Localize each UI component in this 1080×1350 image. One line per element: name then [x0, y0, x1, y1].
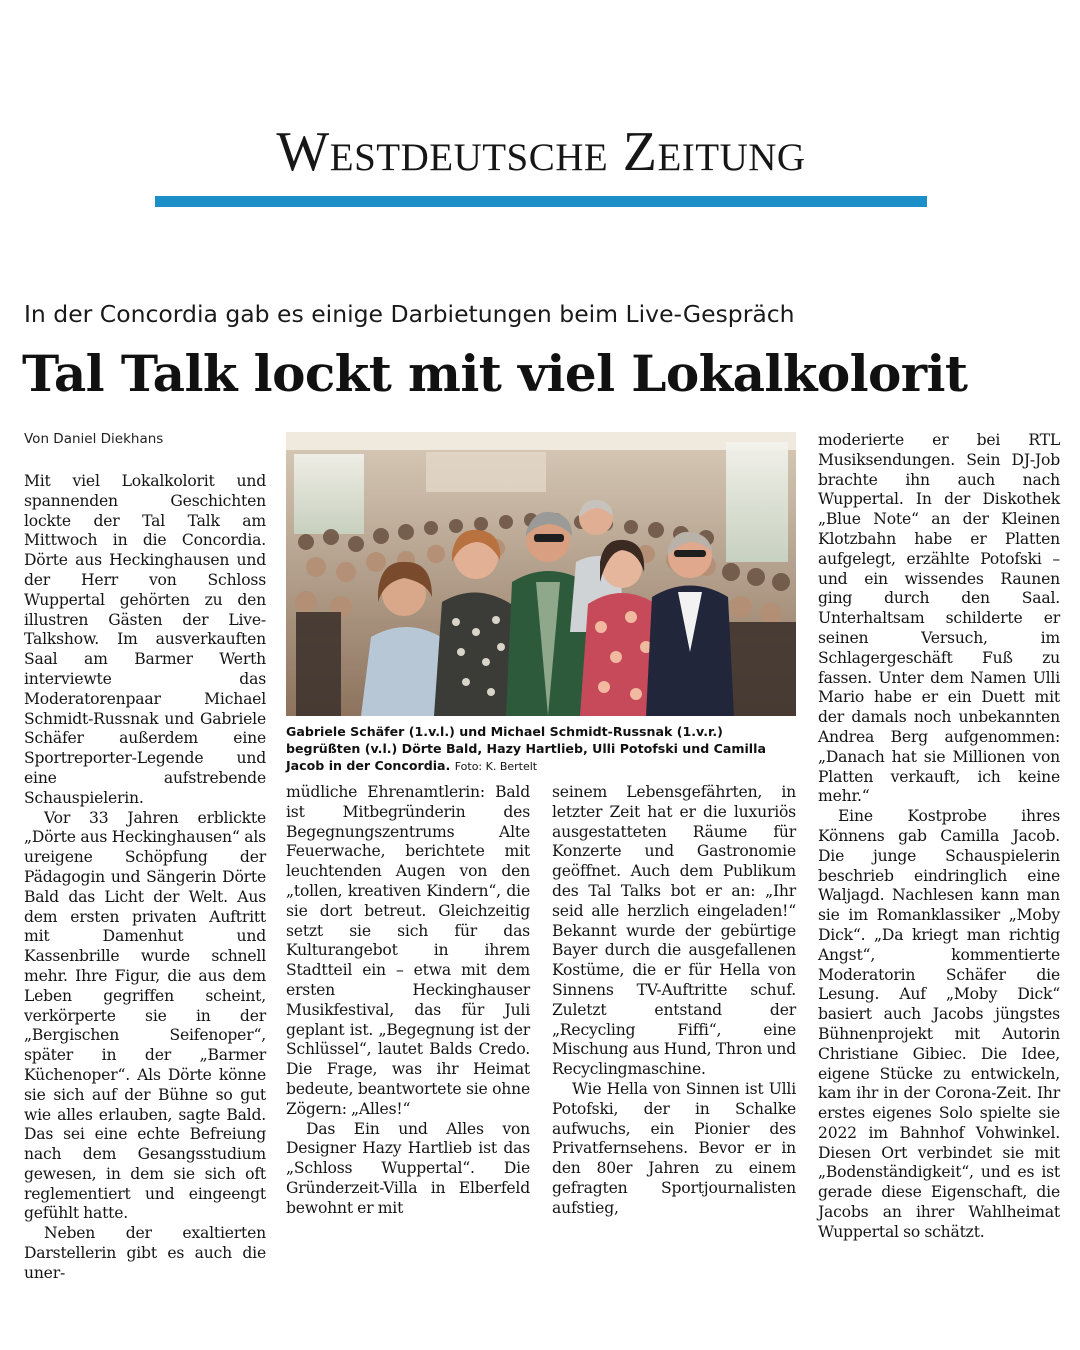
- paragraph: Neben der exaltierten Darstellerin gibt es auch die uner-: [24, 1224, 266, 1282]
- photo-caption: [286, 723, 798, 775]
- paragraph: Vor 33 Jahren erblickte „Dörte aus Heckinghausen“ als ureigene Schöpfung der Pädagogin und Sängerin Dörte Bald das Licht der Welt. Aus dem ersten privaten Auftritt mit Damenhut und Kassenbrille wurde schnell mehr. Ihre Figur, die aus dem Leben gegriffen scheint, verkörperte sie in der „Bergischen Seifenoper“, später in der „Barmer Küchenoper“. Als Dörte könne sie sich auf der Bühne so gut wie alles erlauben, sagte Bald. Das sei eine echte Befreiung nach dem Gesangsstudium gewesen, in dem sie sich oft reglementiert und eingeengt gefühlt hatte.: [24, 808, 266, 1223]
- masthead: [155, 118, 927, 182]
- paragraph: Eine Kostprobe ihres Könnens gab Camilla Jacob. Die junge Schauspielerin beschrieb eindringlich eine Waljagd. Nachlesen kann man sie im Romanklassiker „Moby Dick“. „Da kriegt man richtig Angst“, kommentierte Moderatorin Schäfer die Lesung. Auf „Moby Dick“ basiert auch Jacobs jüngstes Bühnenprojekt mit Autorin Christiane Gibiec. Die Idee, eigene Stücke zu entwickeln, kam ihr in der Corona-Zeit. Ihr erstes eigenes Solo spielte sie 2022 im Bahnhof Vohwinkel. Diesen Ort verbindet sie mit „Bodenständigkeit“, und es ist gerade diese Eigenschaft, die Jacobs an ihrer Wahlheimat Wuppertal so schätzt.: [818, 807, 1060, 1241]
- caption-text: Gabriele Schäfer (1.v.l.) und Michael Schmidt-Russnak (1.v.r.) begrüßten (v.l.) Dörte Bald, Hazy Hartlieb, Ulli Potofski und Camilla Jacob in der Concordia.: [286, 724, 766, 773]
- paragraph: seinem Lebensgefährten, in letzter Zeit hat er die luxuriös ausgestatteten Räume für Konzerte und Gastronomie geöffnet. Auch dem Publikum des Tal Talks bot er an: „Ihr seid alle herzlich eingeladen!“ Bekannt wurde der gebürtige Bayer durch die ausgefallenen Kostüme, die er für Hella von Sinnens TV-Auftritte schuf. Zuletzt entstand der „Recycling Fiffi“, eine Mischung aus Hund, Thron und Recyclingmaschine.: [552, 783, 796, 1079]
- article-column-3: [552, 783, 796, 1219]
- article-column-2: [286, 783, 530, 1219]
- article-photo: [286, 432, 796, 716]
- article-byline: Von Daniel Diekhans: [24, 431, 164, 447]
- paragraph: müdliche Ehrenamtlerin: Bald ist Mitbegründerin des Begegnungszentrums Alte Feuerwache, berichtete mit leuchtenden Augen von den „tollen, kreativen Kindern“, die sie dort betreut. Gleichzeitig setzt sie sich für das Kulturangebot in ihrem Stadtteil ein – etwa mit dem ersten Heckinghauser Musikfestival, das für Juli geplant ist. „Begegnung ist der Schlüssel“, lautet Balds Credo. Die Frage, was ihr Heimat bedeute, beantwortete sie ohne Zögern: „Alles!“: [286, 783, 530, 1118]
- article-column-4: [818, 431, 1060, 1243]
- audience-photo-illustration: [286, 432, 796, 716]
- newspaper-name: Westdeutsche Zeitung: [276, 121, 806, 183]
- paragraph: Mit viel Lokalkolorit und spannenden Geschichten lockte der Tal Talk am Mittwoch in die Concordia. Dörte aus Heckinghausen und der Herr von Schloss Wuppertal gehörten zu den illustren Gästen der Live-Talkshow. Im ausverkauften Saal am Barmer Werth interviewte das Moderatorenpaar Michael Schmidt-Russnak und Gabriele Schäfer außerdem eine Sportreporter-Legende und eine aufstrebende Schauspielerin.: [24, 472, 266, 807]
- article-column-1: [24, 472, 266, 1284]
- paragraph: Das Ein und Alles von Designer Hazy Hartlieb ist das „Schloss Wuppertal“. Die Gründerzeit-Villa in Elberfeld bewohnt er mit: [286, 1119, 530, 1217]
- article-headline: Tal Talk lockt mit viel Lokalkolorit: [22, 344, 968, 403]
- article-kicker: In der Concordia gab es einige Darbietungen beim Live-Gespräch: [24, 300, 795, 328]
- paragraph: moderierte er bei RTL Musiksendungen. Sein DJ-Job brachte ihn auch nach Wuppertal. In der Diskothek „Blue Note“ an der Kleinen Klotzbahn habe er Platten aufgelegt, erzählte Potofski – und ein wissendes Raunen ging durch den Saal. Unterhaltsam schilderte er seinen Versuch, im Schlagergeschäft Fuß zu fassen. Unter dem Namen Ulli Mario habe er ein Duett mit der damals noch unbekannten Andrea Berg aufgenommen: „Danach hat sie Millionen von Platten verkauft, ich keine mehr.“: [818, 431, 1060, 806]
- paragraph: Wie Hella von Sinnen ist Ulli Potofski, der in Schalke aufwuchs, ein Pionier des Privatfernsehens. Bevor er in den 80er Jahren zu einem gefragten Sportjournalisten aufstieg,: [552, 1079, 796, 1217]
- masthead-rule: [155, 196, 927, 207]
- photo-credit: Foto: K. Bertelt: [454, 760, 538, 773]
